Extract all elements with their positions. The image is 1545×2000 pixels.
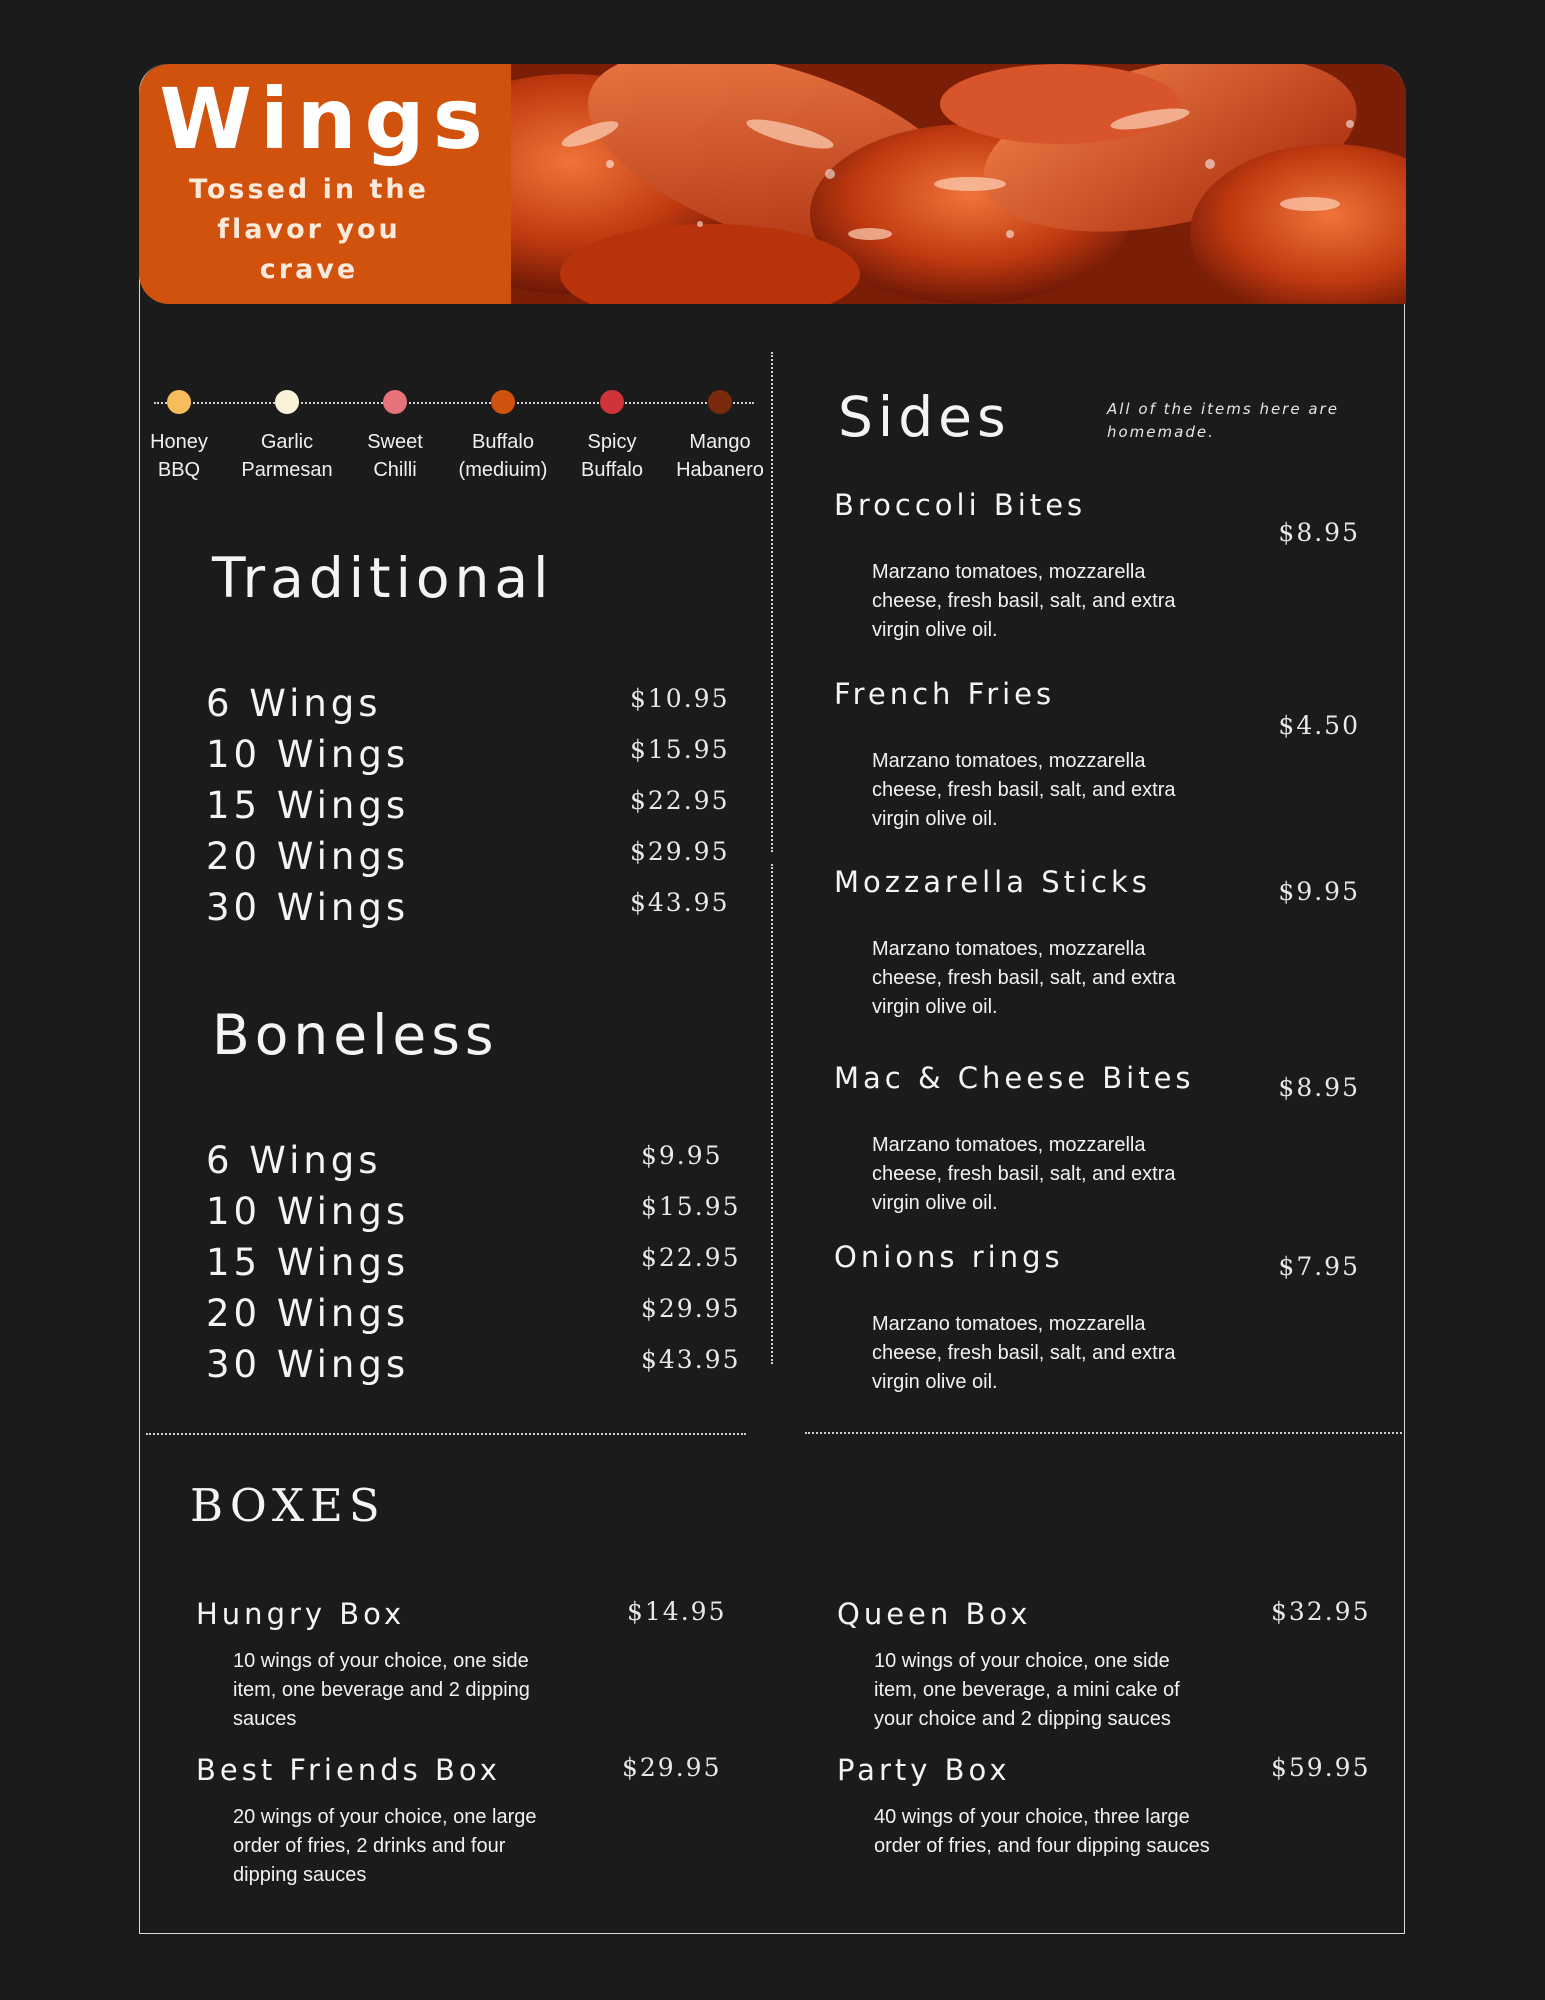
item-name: 20 Wings — [206, 1292, 410, 1335]
item-price: $22.95 — [630, 786, 730, 815]
price-row — [206, 1343, 746, 1394]
box-description: 20 wings of your choice, one large order of fries, 2 drinks and four dipping sauces — [233, 1806, 537, 1886]
side-price: $4.50 — [1278, 711, 1360, 740]
boxes-divider-left — [146, 1433, 746, 1435]
item-price: $15.95 — [630, 735, 730, 764]
side-price: $8.95 — [1278, 518, 1360, 547]
flavor-item — [443, 390, 563, 484]
item-name: 6 Wings — [206, 1139, 382, 1182]
boneless-price-list — [206, 1139, 746, 1394]
price-row — [206, 886, 746, 937]
item-price: $43.95 — [641, 1345, 741, 1374]
price-row — [206, 784, 746, 835]
box-description: 10 wings of your choice, one side item, one beverage and 2 dipping sauces — [233, 1650, 530, 1730]
hero-brand-panel — [139, 64, 511, 304]
box-price: $29.95 — [622, 1753, 722, 1782]
item-price: $9.95 — [641, 1141, 723, 1170]
side-price: $7.95 — [1278, 1252, 1360, 1281]
flavor-item — [227, 390, 347, 484]
price-row — [206, 682, 746, 733]
flavor-label: Spicy Buffalo — [581, 431, 643, 481]
wings-photo — [450, 64, 1406, 304]
flavor-dot — [491, 390, 515, 414]
box-name: Best Friends Box — [196, 1753, 501, 1787]
flavor-label: Sweet Chilli — [367, 431, 423, 481]
item-name: 10 Wings — [206, 733, 410, 776]
box-description: 40 wings of your choice, three large order of fries, and four dipping sauces — [874, 1806, 1210, 1857]
column-divider-upper — [771, 352, 773, 852]
flavor-dot — [383, 390, 407, 414]
flavor-label: Mango Habanero — [676, 431, 764, 481]
box-price: $59.95 — [1271, 1753, 1371, 1782]
item-name: 30 Wings — [206, 886, 410, 929]
box-name: Queen Box — [837, 1597, 1032, 1631]
traditional-title: Traditional — [212, 546, 554, 610]
price-row — [206, 835, 746, 886]
sides-title: Sides — [838, 385, 1011, 449]
flavor-dot — [275, 390, 299, 414]
boxes-divider-right — [805, 1432, 1402, 1434]
item-price: $10.95 — [630, 684, 730, 713]
traditional-price-list — [206, 682, 746, 937]
boneless-title: Boneless — [212, 1003, 499, 1067]
sides-note: All of the items here are homemade. — [1107, 400, 1339, 441]
flavor-item — [552, 390, 672, 484]
item-name: 15 Wings — [206, 784, 410, 827]
price-row — [206, 733, 746, 784]
flavor-dot — [167, 390, 191, 414]
side-price: $9.95 — [1278, 877, 1360, 906]
flavor-item — [335, 390, 455, 484]
price-row — [206, 1292, 746, 1343]
item-name: 6 Wings — [206, 682, 382, 725]
box-price: $14.95 — [627, 1597, 727, 1626]
price-row — [206, 1139, 746, 1190]
side-name: Mac & Cheese Bites — [834, 1061, 1195, 1095]
flavor-label: Honey BBQ — [150, 431, 208, 481]
side-description: Marzano tomatoes, mozzarella cheese, fresh basil, salt, and extra virgin olive oil. — [872, 1134, 1176, 1214]
box-name: Hungry Box — [196, 1597, 406, 1631]
side-description: Marzano tomatoes, mozzarella cheese, fresh basil, salt, and extra virgin olive oil. — [872, 1313, 1176, 1393]
side-name: French Fries — [834, 677, 1056, 711]
side-price: $8.95 — [1278, 1073, 1360, 1102]
item-price: $29.95 — [641, 1294, 741, 1323]
menu-header — [139, 64, 1406, 304]
item-name: 10 Wings — [206, 1190, 410, 1233]
side-description: Marzano tomatoes, mozzarella cheese, fresh basil, salt, and extra virgin olive oil. — [872, 561, 1176, 641]
item-price: $22.95 — [641, 1243, 741, 1272]
item-name: 15 Wings — [206, 1241, 410, 1284]
flavor-label: Buffalo (mediuim) — [458, 431, 548, 481]
item-price: $15.95 — [641, 1192, 741, 1221]
flavor-item — [119, 390, 239, 484]
column-divider-lower — [771, 864, 773, 1364]
item-price: $29.95 — [630, 837, 730, 866]
flavor-dot — [708, 390, 732, 414]
item-name: 30 Wings — [206, 1343, 410, 1386]
price-row — [206, 1241, 746, 1292]
menu-title: Wings — [159, 70, 491, 168]
item-price: $43.95 — [630, 888, 730, 917]
flavor-item — [660, 390, 780, 484]
side-description: Marzano tomatoes, mozzarella cheese, fresh basil, salt, and extra virgin olive oil. — [872, 750, 1176, 830]
side-name: Broccoli Bites — [834, 488, 1087, 522]
box-name: Party Box — [837, 1753, 1011, 1787]
box-price: $32.95 — [1271, 1597, 1371, 1626]
boxes-title: BOXES — [190, 1479, 386, 1532]
side-name: Mozzarella Sticks — [834, 865, 1151, 899]
item-name: 20 Wings — [206, 835, 410, 878]
price-row — [206, 1190, 746, 1241]
side-description: Marzano tomatoes, mozzarella cheese, fresh basil, salt, and extra virgin olive oil. — [872, 938, 1176, 1018]
box-description: 10 wings of your choice, one side item, one beverage, a mini cake of your choice and 2 dipping sauces — [874, 1650, 1180, 1730]
flavor-label: Garlic Parmesan — [241, 431, 333, 481]
side-name: Onions rings — [834, 1240, 1064, 1274]
flavor-dot — [600, 390, 624, 414]
menu-subtitle: Tossed in the flavor you crave — [189, 174, 429, 285]
